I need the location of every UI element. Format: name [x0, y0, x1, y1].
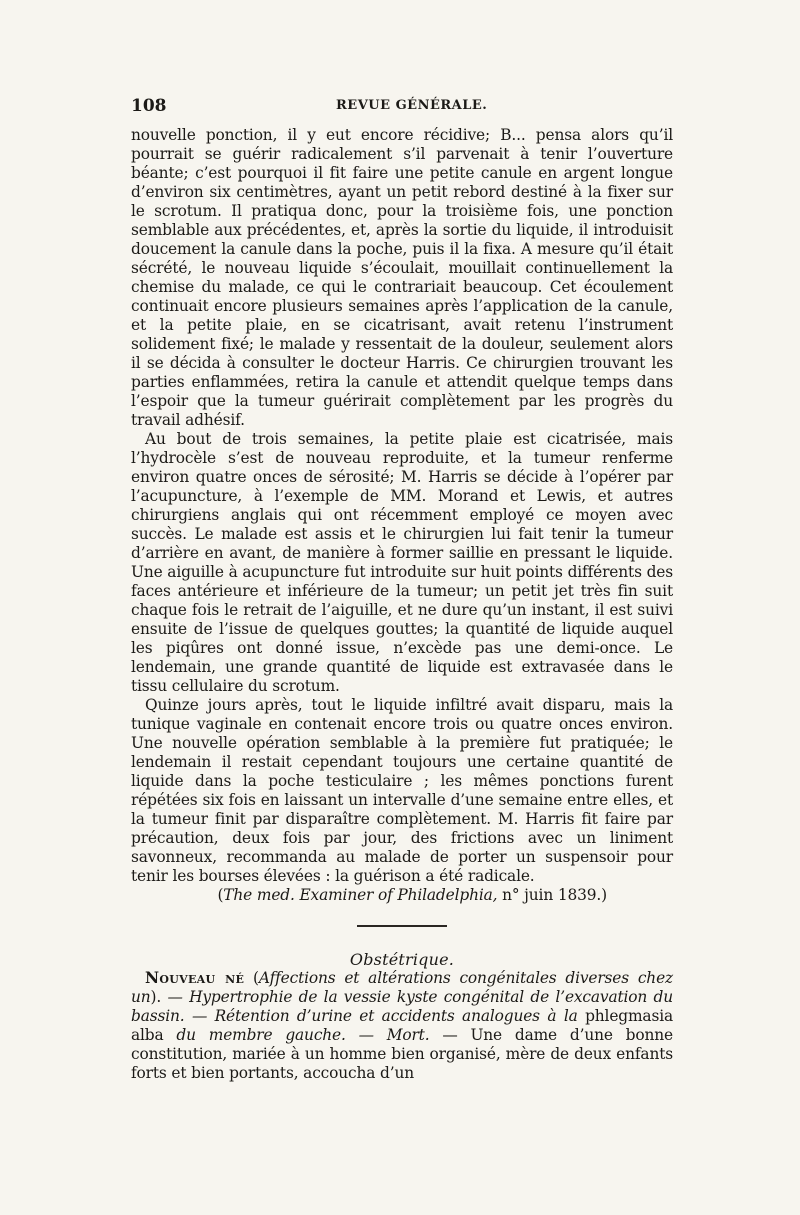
section-title: Obstétrique. — [349, 950, 455, 969]
page-header — [131, 96, 673, 122]
paragraph: Quinze jours après, tout le liquide infiltré avait disparu, mais la tunique vaginale en contenait encore trois ou quatre onces environ. Une nouvelle opération semblable à la première fut pratiquée; le lendemain il restait cependant toujours une certaine quantité de liquide dans la poche testiculaire ; les mêmes ponctions furent répétées six fois en laissant un intervalle d’une semaine entre elles, et la tumeur finit par disparaître complètement. M. Harris fit faire par précaution, deux fois par jour, des frictions avec un liniment savonneux, recommanda au malade de porter un suspensoir pour tenir les bourses élevées : la guérison a été radicale. — [131, 696, 673, 885]
article-body — [131, 126, 673, 1083]
case-close: ). — [150, 988, 162, 1006]
citation-open: ( — [217, 886, 224, 904]
running-title: REVUE GÉNÉRALE. — [336, 98, 488, 113]
paragraph: Au bout de trois semaines, la petite plaie est cicatrisée, mais l’hydrocèle s’est de nouveau reproduite, et la tumeur renferme environ quatre onces de sérosité; M. Harris se décide à l’opérer par l’acupuncture, à l’exemple de MM. Morand et Lewis, et autres chirurgiens anglais qui ont récemment employé ce moyen avec succès. Le malade est assis et le chirurgien lui fait tenir la tumeur d’arrière en avant, de manière à former saillie en pressant le liquide. Une aiguille à acupuncture fut introduite sur huit points différents des faces antérieure et inférieure de la tumeur; un petit jet très fin suit chaque fois le retrait de l’aiguille, et ne dure qu’un instant, il est suivi ensuite de l’issue de quelques gouttes; la quantité de liquide auquel les piqûres ont donné issue, n’excède pas une demi-once. Le lendemain, une grande quantité de liquide est extravasée dans le tissu cellulaire du scrotum. — [131, 430, 673, 695]
case-subject: Affections et altérations congénitales diverses chez un — [131, 969, 673, 1006]
section-divider — [357, 925, 447, 927]
case-term: phlegmasia alba — [131, 1007, 673, 1044]
case-description: — Hypertrophie de la vessie kyste congénital de l’excavation du bassin. — Rétention d’urine et accidents analogues à la — [131, 988, 673, 1025]
paragraph: nouvelle ponction, il y eut encore récidive; B... pensa alors qu’il pourrait se guérir radicalement s’il parvenait à tenir l’ouverture béante; c’est pourquoi il fit faire une petite canule en argent longue d’environ six centimètres, ayant un petit rebord destiné à la fixer sur le scrotum. Il pratiqua donc, pour la troisième fois, une ponction semblable aux précédentes, et, après la sortie du liquide, il introduisit doucement la canule dans la poche, puis il la fixa. A mesure qu’il était sécrété, le nouveau liquide s’écoulait, mouillait continuellement la chemise du malade, ce qui le contrariait beaucoup. Cet écoulement continuait encore plusieurs semaines après l’application de la canule, et la petite plaie, en se cicatrisant, avait retenu l’instrument solidement fixé; le malade y ressentait de la douleur, seulement alors il se décida à consulter le docteur Harris. Ce chirurgien trouvant les parties enflammées, retira la canule et attendit quelque temps dans l’espoir que la tumeur guérirait complètement par les progrès du travail adhésif. — [131, 126, 673, 429]
case-text: — Une dame d’une bonne constitution, mariée à un homme bien organisé, mère de deux enfants forts et bien portants, accoucha d’un — [131, 1026, 673, 1082]
citation-journal: The med. Examiner of Philadelphia, — [223, 886, 498, 904]
book-page — [131, 96, 673, 1083]
case-report — [131, 969, 673, 1083]
page-number: 108 — [131, 96, 167, 116]
citation-date: n° juin 1839.) — [497, 886, 607, 904]
case-description-end: du membre gauche. — Mort. — [176, 1026, 430, 1044]
case-lead: Nouveau né — [145, 969, 245, 987]
case-open: ( — [244, 969, 259, 987]
source-citation — [131, 886, 673, 905]
